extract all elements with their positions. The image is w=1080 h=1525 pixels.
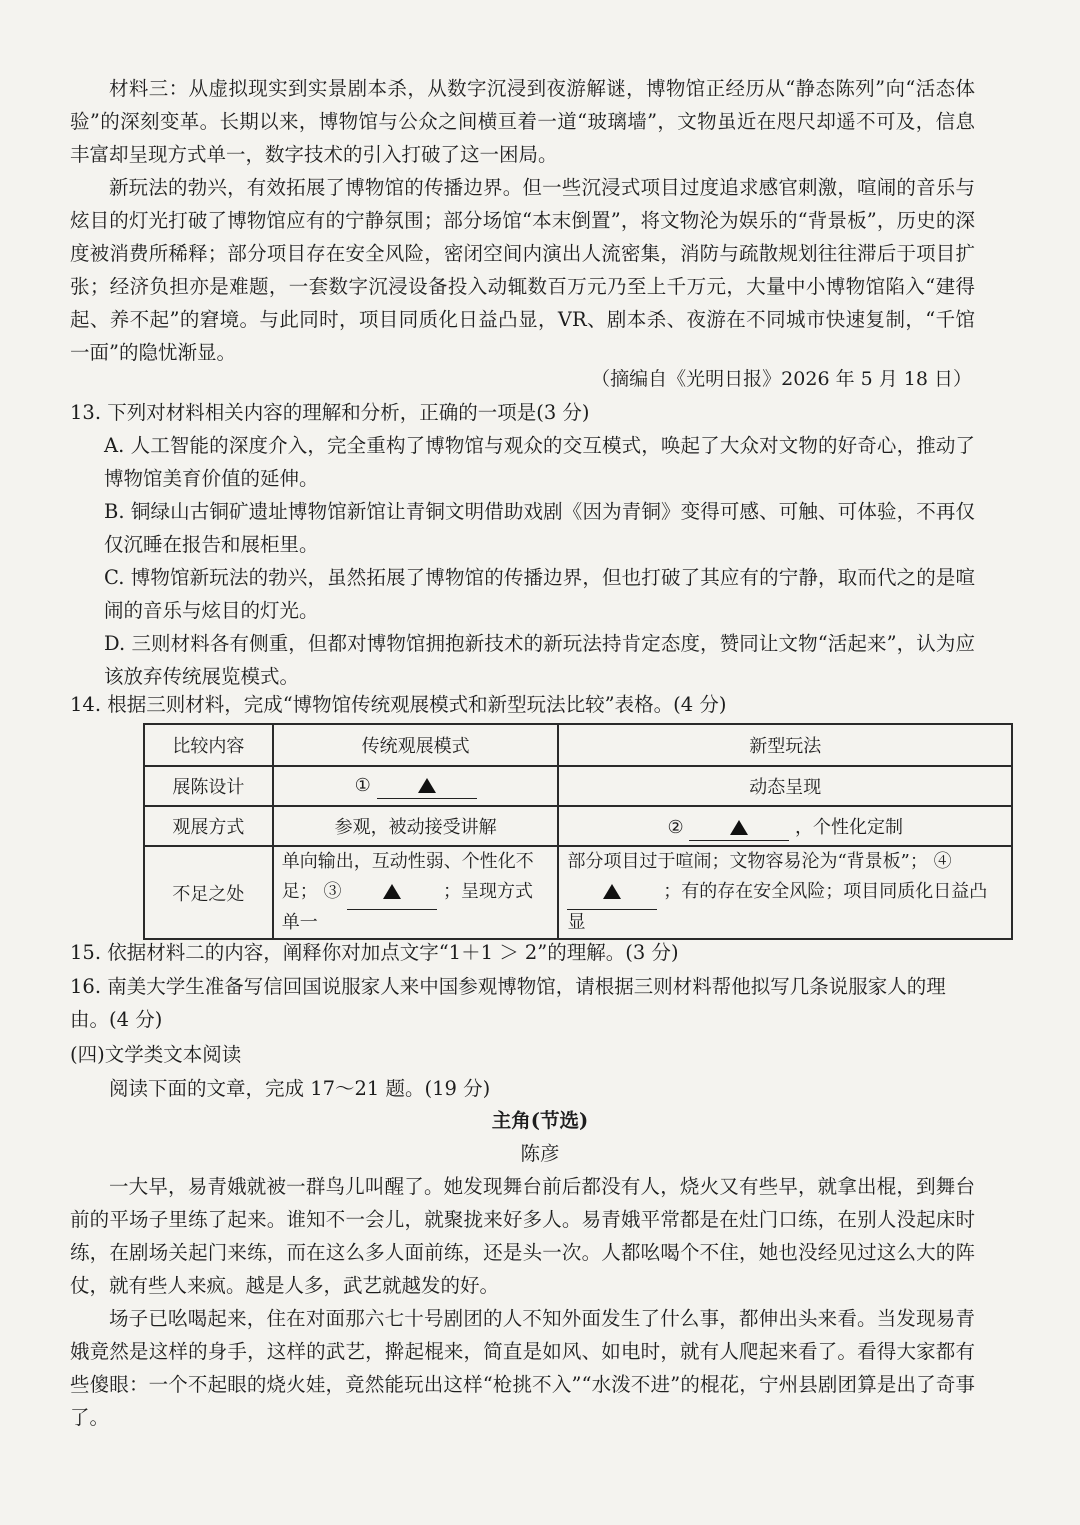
material3-para1: 材料三：从虚拟现实到实景剧本杀，从数字沉浸到夜游解谜，博物馆正经历从“静态陈列”向“活态体验”的深刻变革。长期以来，博物馆与公众之间横亘着一道“玻璃墙”，文物虽近在咫尺却遥不可及，信息丰富却呈现方式单一，数字技术的引入打破了这一困局。 bbox=[70, 77, 975, 166]
triangle-icon bbox=[383, 884, 401, 899]
article-para1: 一大早，易青娥就被一群鸟儿叫醒了。她发现舞台前后都没有人，烧火又有些早，就拿出棍，到舞台前的平场子里练了起来。谁知不一会儿，就聚拢来好多人。易青娥平常都是在灶门口练，在别人没起床时练，在剧场关起门来练，而在这么多人面前练，还是头一次。人都吆喝个不住，她也没经见过这么大的阵仗，就有些人来疯。越是人多，武艺就越发的好。 bbox=[70, 1175, 975, 1297]
material3-para2: 新玩法的勃兴，有效拓展了博物馆的传播边界。但一些沉浸式项目过度追求感官刺激，喧闹的音乐与炫目的灯光打破了博物馆应有的宁静氛围；部分场馆“本末倒置”，将文物沦为娱乐的“背景板”，历史的深度被消费所稀释；部分项目存在安全风险，密闭空间内演出人流密集，消防与疏散规划往往滞后于项目扩张；经济负担亦是难题，一套数字沉浸设备投入动辄数百万元乃至上千万元，大量中小博物馆陷入“建得起、养不起”的窘境。与此同时，项目同质化日益凸显，VR、剧本杀、夜游在不同城市快速复制，“千馆一面”的隐忧渐显。 bbox=[70, 176, 975, 364]
blank-number: ④ bbox=[933, 851, 952, 872]
q13-option-b: B. 铜绿山古铜矿遗址博物馆新馆让青铜文明借助戏剧《因为青铜》变得可感、可触、可体验，不再仅仅沉睡在报告和展柜里。 bbox=[104, 500, 975, 556]
comparison-table bbox=[143, 723, 1013, 940]
answer-blank-2[interactable] bbox=[558, 806, 1012, 846]
article-title: 主角(节选) bbox=[491, 1109, 589, 1132]
triangle-icon bbox=[603, 884, 621, 899]
row-label: 不足之处 bbox=[144, 846, 273, 939]
fill-line[interactable] bbox=[377, 777, 477, 799]
table-cell: 参观，被动接受讲解 bbox=[273, 806, 559, 846]
table-cell: 动态呈现 bbox=[558, 766, 1012, 806]
q13-option-c: C. 博物馆新玩法的勃兴，虽然拓展了博物馆的传播边界，但也打破了其应有的宁静，取而代之的是喧闹的音乐与炫目的灯光。 bbox=[104, 566, 975, 622]
table-header-row bbox=[144, 724, 1012, 766]
row-label: 观展方式 bbox=[144, 806, 273, 846]
table-header-cell: 传统观展模式 bbox=[273, 724, 559, 766]
q13-option-d: D. 三则材料各有侧重，但都对博物馆拥抱新技术的新玩法持肯定态度，赞同让文物“活起来”，认为应该放弃传统展览模式。 bbox=[104, 632, 975, 688]
table-row bbox=[144, 806, 1012, 846]
fill-line[interactable] bbox=[567, 879, 657, 910]
table-cell-text: ；有的存在安全风险；项目同质化日益凸显 bbox=[567, 881, 988, 933]
q14-stem: 14. 根据三则材料，完成“博物馆传统观展模式和新型玩法比较”表格。(4 分) bbox=[70, 693, 727, 716]
answer-blank-1[interactable] bbox=[273, 766, 559, 806]
table-cell-text: 部分项目过于喧闹；文物容易沦为“背景板”； bbox=[567, 851, 928, 872]
q13-option-a: A. 人工智能的深度介入，完全重构了博物馆与观众的交互模式，唤起了大众对文物的好奇心，推动了博物馆美育价值的延伸。 bbox=[104, 434, 975, 490]
blank-number: ② bbox=[667, 817, 684, 838]
triangle-icon bbox=[418, 778, 436, 793]
row-label: 展陈设计 bbox=[144, 766, 273, 806]
fill-line[interactable] bbox=[689, 819, 789, 841]
table-row bbox=[144, 846, 1012, 939]
section4-instruction: 阅读下面的文章，完成 17～21 题。(19 分) bbox=[109, 1077, 491, 1100]
table-cell-text: ，个性化定制 bbox=[795, 817, 904, 838]
table-cell-text: ；呈现方式单一 bbox=[281, 881, 533, 933]
table-cell bbox=[558, 846, 1012, 939]
triangle-icon bbox=[730, 820, 748, 835]
fill-line[interactable] bbox=[347, 879, 437, 910]
article-author: 陈彦 bbox=[520, 1142, 560, 1165]
table-header-cell: 比较内容 bbox=[144, 724, 273, 766]
blank-number: ③ bbox=[323, 881, 342, 902]
material3-source: （摘编自《光明日报》2026 年 5 月 18 日） bbox=[591, 368, 972, 390]
table-row bbox=[144, 766, 1012, 806]
article-para2: 场子已吆喝起来，住在对面那六七十号剧团的人不知外面发生了什么事，都伸出头来看。当发现易青娥竟然是这样的身手，这样的武艺，擀起棍来，简直是如风、如电时，就有人爬起来看了。看得大家都有些傻眼：一个不起眼的烧火娃，竟然能玩出这样“枪挑不入”“水泼不进”的棍花，宁州县剧团算是出了奇事了。 bbox=[70, 1307, 975, 1429]
section4-heading: (四)文学类文本阅读 bbox=[70, 1043, 242, 1066]
table-cell-text: 单向输出，互动性弱、个性化不足； bbox=[281, 851, 534, 902]
blank-number: ① bbox=[354, 775, 371, 796]
table-cell bbox=[273, 846, 559, 939]
q16-stem: 16. 南美大学生准备写信回国说服家人来中国参观博物馆，请根据三则材料帮他拟写几条说服家人的理由。(4 分) bbox=[70, 975, 946, 1031]
q13-stem: 13. 下列对材料相关内容的理解和分析，正确的一项是(3 分) bbox=[70, 401, 590, 424]
table-header-cell: 新型玩法 bbox=[558, 724, 1012, 766]
q15-stem: 15. 依据材料二的内容，阐释你对加点文字“1＋1 ＞ 2”的理解。(3 分) bbox=[70, 941, 679, 964]
